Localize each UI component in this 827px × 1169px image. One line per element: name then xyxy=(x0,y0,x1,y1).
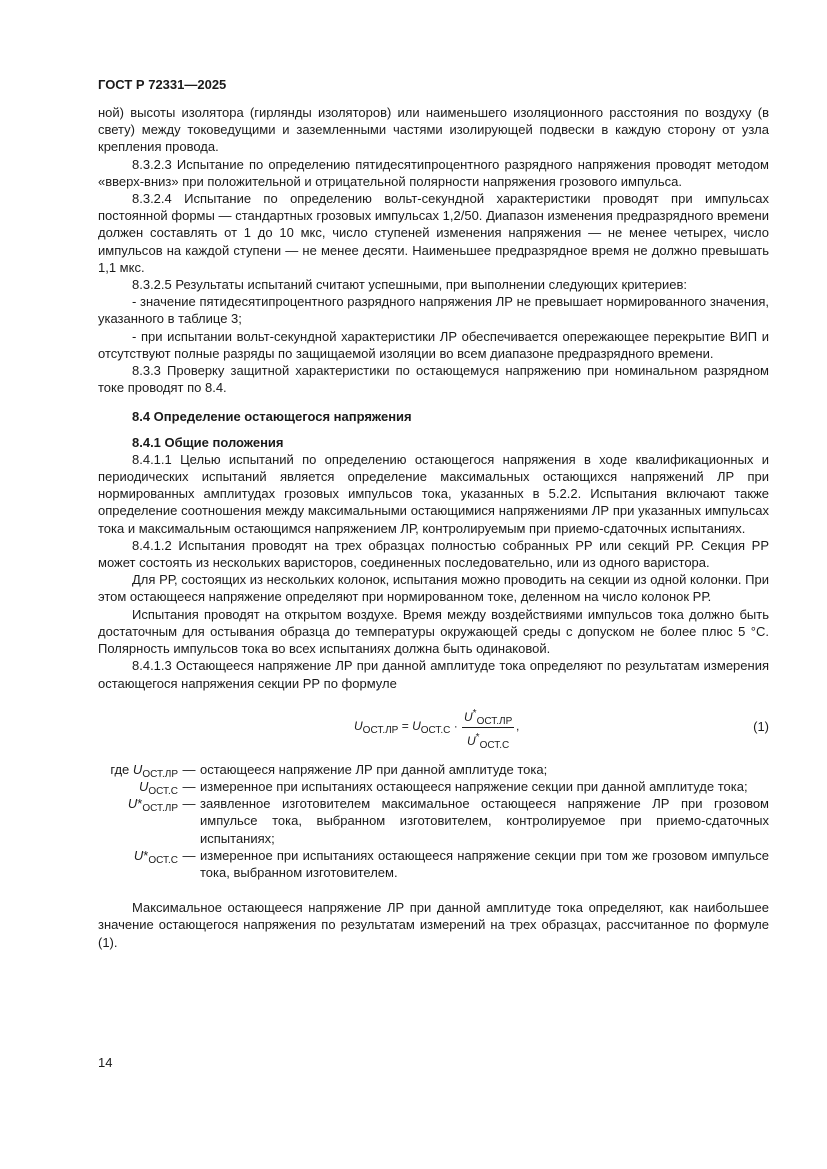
fraction-numerator: $U^*_{ОСТ.ЛР}$ xyxy=(462,705,514,728)
list-item: - при испытании вольт-секундной характеристики ЛР обеспечивается опережающее перекрытие ВИП и отсутствуют полные разряды по защищаемой изоляции во всем диапазоне предразрядного времени. xyxy=(98,328,769,361)
subsection-heading: 8.4.1 Общие положения xyxy=(132,434,284,450)
paragraph: 8.4.1.3 Остающееся напряжение ЛР при данной амплитуде тока определяют по результатам измерения остающегося напряжения секции РР по формуле xyxy=(98,658,769,691)
definition-row: $U*_{ОСТ.ЛР}$ — заявленное изготовителем максимальное остающееся напряжение ЛР при грозовом импульсе тока, выбранном изготовителем, контролируемое при приемо-сдаточных испытаниях; xyxy=(127,796,769,846)
paragraph: Максимальное остающееся напряжение ЛР при данной амплитуде тока определяют, как наибольшее значение остающегося напряжения по результатам измерений на трех образцах, рассчитанное по формуле (1). xyxy=(98,900,769,950)
fraction-denominator: $U^*_{ОСТ.С}$ xyxy=(467,731,510,751)
list-item: - значение пятидесятипроцентного разрядного напряжения ЛР не превышает нормированного значения, указанного в таблице 3; xyxy=(98,294,769,327)
page-content xyxy=(98,104,769,951)
definition-row: где $U_{ОСТ.ЛР}$ — остающееся напряжение ЛР при данной амплитуде тока; xyxy=(110,761,548,780)
paragraph: Для РР, состоящих из нескольких колонок, испытания можно проводить на секции из одной колонки. При этом остающееся напряжение определяют при нормированном токе, деленном на число колонок РР. xyxy=(98,572,769,605)
definition-row: $U*_{ОСТ.С}$ — измеренное при испытаниях остающееся напряжение секции при том же грозовом импульсе тока, выбранном изготовителем. xyxy=(133,847,769,880)
section-heading: 8.4 Определение остающегося напряжения xyxy=(132,409,412,425)
formula-number: (1) xyxy=(753,718,769,734)
paragraph: 8.3.2.3 Испытание по определению пятидесятипроцентного разрядного напряжения проводят методом «вверх-вниз» при положительной и отрицательной полярности напряжения грозового импульса. xyxy=(98,156,769,189)
paragraph: 8.4.1.2 Испытания проводят на трех образцах полностью собранных РР или секций РР. Секция РР может состоять из нескольких варисторов, соединенных последовательно, или из одного варистора. xyxy=(98,537,769,571)
definition-row: $U_{ОСТ.С}$ — измеренное при испытаниях остающееся напряжение секции при данной амплитуде тока; xyxy=(138,778,748,797)
paragraph: ной) высоты изолятора (гирлянды изоляторов) или наименьшего изоляционного расстояния по воздуху (в свету) между токоведущими и заземленными частями изолирующей подвески в каждую сторону от узла крепления провода. xyxy=(98,105,769,155)
paragraph: 8.3.2.4 Испытание по определению вольт-секундной характеристики проводят при импульсах постоянной формы — стандартных грозовых импульсах 1,2/50. Диапазон изменения предразрядного времени должен составлять от 1 до 10 мкс, число ступеней изменения напряжения — не менее четырех, число импульсов на каждой ступени — не менее десяти. Наименьшее предразрядное время не должно превышать 1,1 мкс. xyxy=(98,191,769,275)
paragraph: Испытания проводят на открытом воздухе. Время между воздействиями импульсов тока должно быть достаточным для остывания образца до температуры окружающей среды с допуском не более плюс 5 °С. Полярность импульсов тока во всех испытаниях должна быть одинаковой. xyxy=(98,606,769,657)
paragraph: 8.4.1.1 Целью испытаний по определению остающегося напряжения в ходе квалификационных и периодических испытаний является определение максимальных остающихся напряжений ЛР при нормированных амплитудах грозовых импульсов тока, указанных в 5.2.2. Испытания включают также определение соотношения между максимальными остающимися напряжениями ЛР при указанных импульсах тока и максимальным остающимся напряжением ЛР, контролируемым при приемо-сдаточных испытаниях. xyxy=(98,451,769,536)
formula-fraction xyxy=(462,705,514,750)
document-header: ГОСТ Р 72331—2025 xyxy=(98,77,227,92)
paragraph: 8.3.3 Проверку защитной характеристики по остающемуся напряжению при номинальном разрядном токе проводят по 8.4. xyxy=(98,363,769,396)
page-number: 14 xyxy=(98,1055,113,1070)
formula-definitions xyxy=(98,761,769,881)
formula-1: $U_{ОСТ.ЛР} = U_{ОСТ.С}$ · $U^*_{ОСТ.ЛР}$ $U^*_{ОСТ.С}$ , (1) xyxy=(98,701,769,753)
paragraph: 8.3.2.5 Результаты испытаний считают успешными, при выполнении следующих критериев: xyxy=(132,277,687,293)
formula-symbol: U xyxy=(354,718,363,733)
